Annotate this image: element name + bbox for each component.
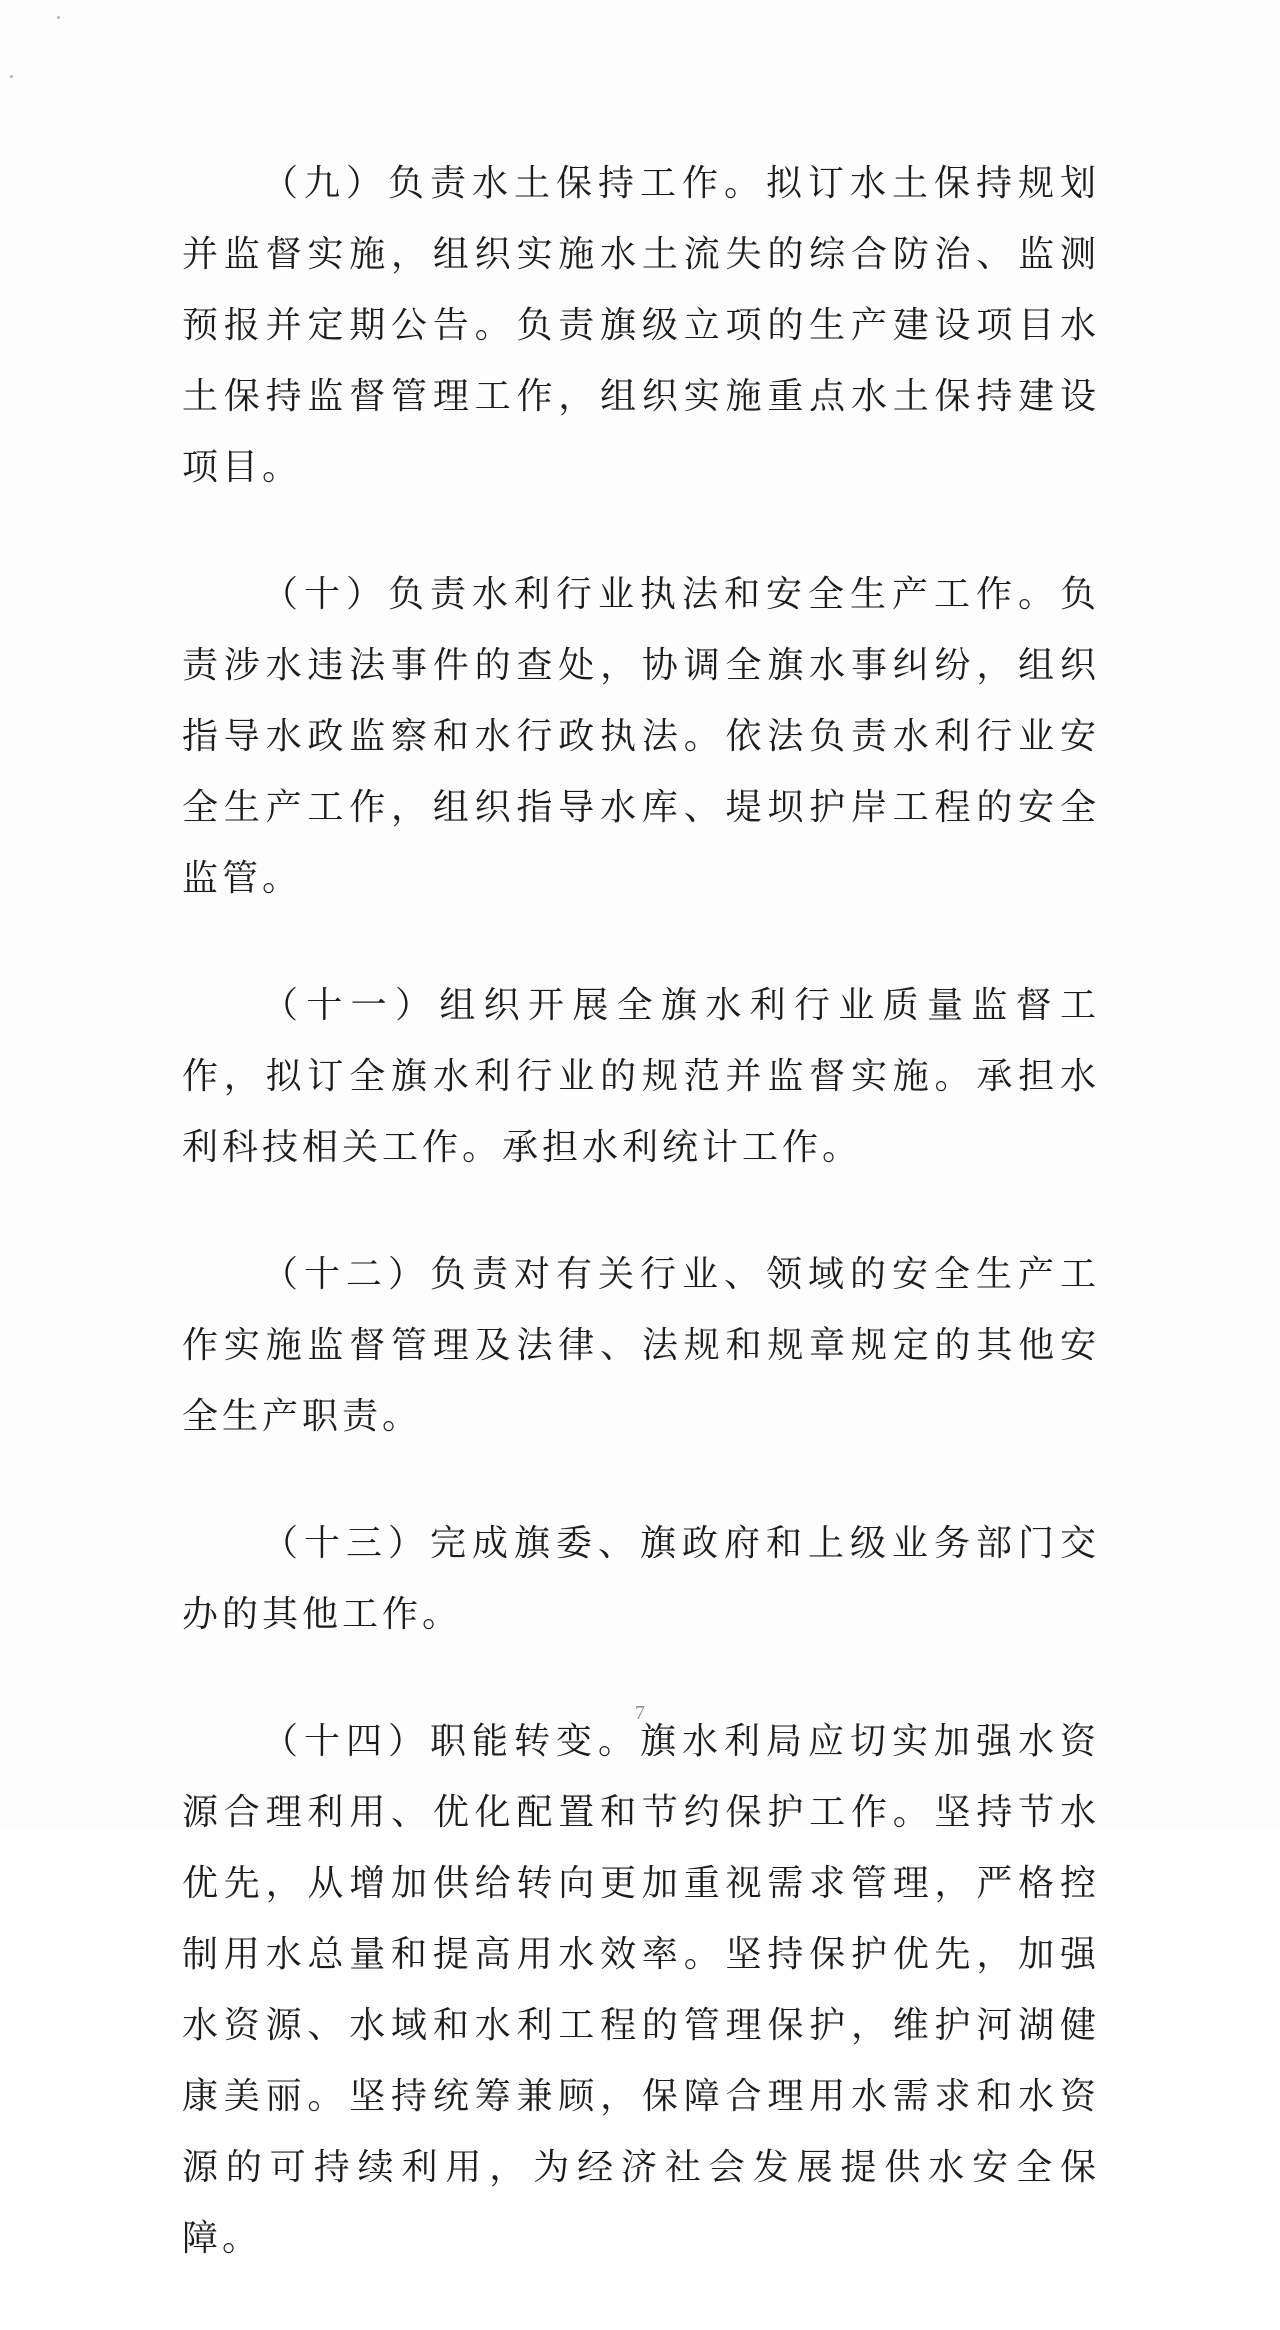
paragraph-item-11: （十一）组织开展全旗水利行业质量监督工作，拟订全旗水利行业的规范并监督实施。承担水利科技相关工作。承担水利统计工作。 <box>182 985 1100 1168</box>
paragraph-item-12: （十二）负责对有关行业、领域的安全生产工作实施监督管理及法律、法规和规章规定的其他安全生产职责。 <box>182 1254 1100 1437</box>
scan-speck <box>57 16 60 19</box>
document-body <box>182 148 1100 2330</box>
page-number: 7 <box>635 1702 645 1724</box>
scan-speck <box>10 75 13 78</box>
paragraph-item-10: （十）负责水利行业执法和安全生产工作。负责涉水违法事件的查处，协调全旗水事纠纷，组织指导水政监察和水行政执法。依法负责水利行业安全生产工作，组织指导水库、堤坝护岸工程的安全监管。 <box>182 574 1100 899</box>
paragraph-item-14: （十四）职能转变。旗水利局应切实加强水资源合理利用、优化配置和节约保护工作。坚持节水优先，从增加供给转向更加重视需求管理，严格控制用水总量和提高用水效率。坚持保护优先，加强水资源、水域和水利工程的管理保护，维护河湖健康美丽。坚持统筹兼顾，保障合理用水需求和水资源的可持续利用，为经济社会发展提供水安全保障。 <box>182 1721 1100 2259</box>
paragraph-item-9: （九）负责水土保持工作。拟订水土保持规划并监督实施，组织实施水土流失的综合防治、监测预报并定期公告。负责旗级立项的生产建设项目水土保持监督管理工作，组织实施重点水土保持建设项目。 <box>182 163 1100 488</box>
paragraph-item-13: （十三）完成旗委、旗政府和上级业务部门交办的其他工作。 <box>182 1523 1100 1635</box>
